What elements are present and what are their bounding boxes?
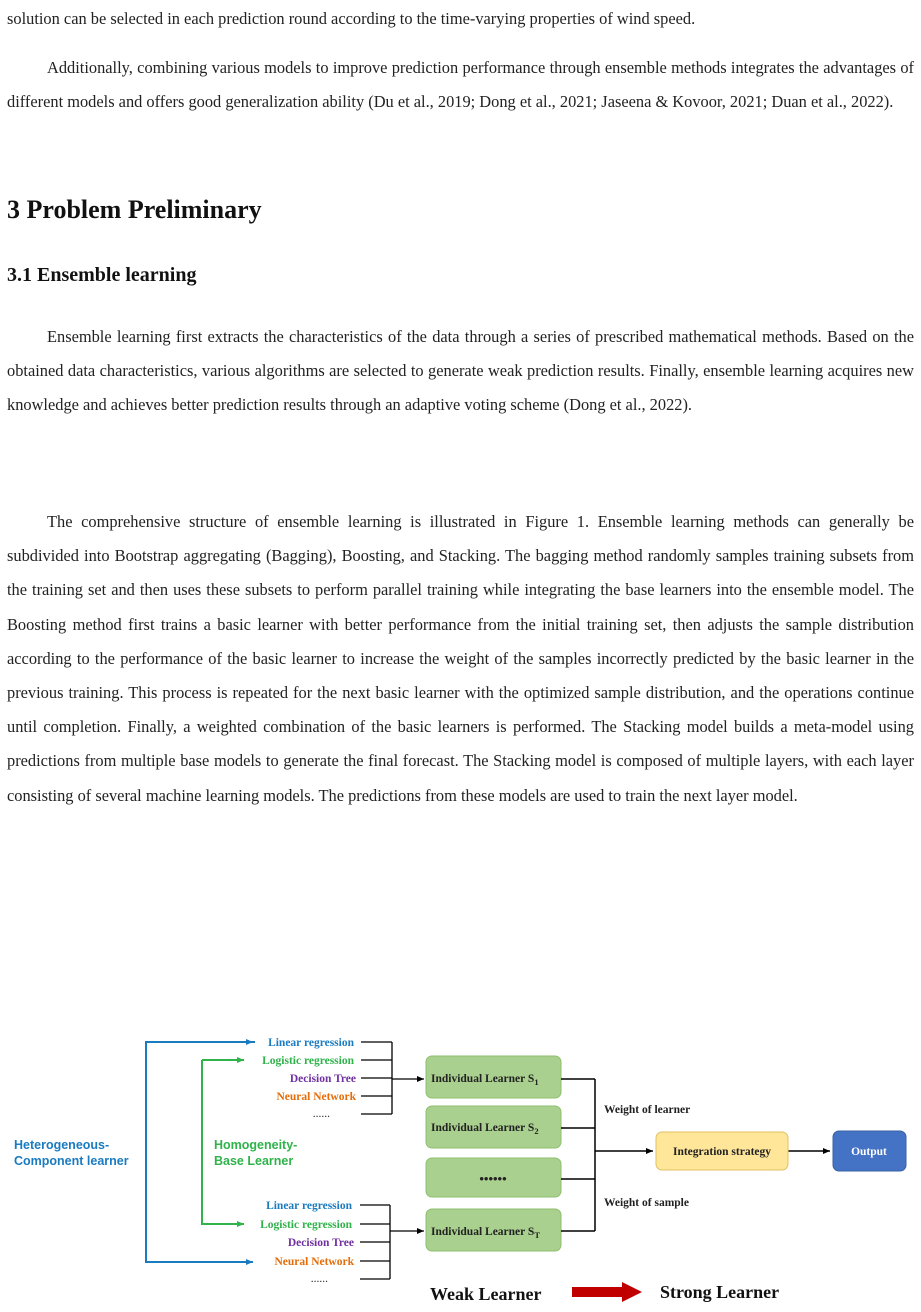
svg-text:Individual Learner ST bbox=[431, 1226, 540, 1240]
learner-dots-label: •••••• bbox=[479, 1171, 507, 1186]
bottom-model-linear-regression: Linear regression bbox=[266, 1200, 352, 1212]
heterogeneous-label-line1: Heterogeneous- bbox=[14, 1138, 110, 1152]
bottom-model-neural-network: Neural Network bbox=[274, 1256, 354, 1268]
individual-learner-1 bbox=[426, 1056, 561, 1098]
learner-2-subscript: 2 bbox=[534, 1126, 539, 1136]
section-heading: 3 Problem Preliminary bbox=[7, 195, 262, 224]
bottom-model-logistic-regression: Logistic regression bbox=[260, 1219, 352, 1231]
individual-learner-2 bbox=[426, 1106, 561, 1148]
integration-strategy-label: Integration strategy bbox=[672, 1146, 772, 1158]
paragraph-ensemble-methods: Additionally, combining various models to improve prediction performance through ensemble methods integrates the advantages of different models and offers good generalization ability (Du et al., 2019; Dong et al., 2021; Jaseena & Kovoor, 2021; Duan et al., 2022). bbox=[7, 58, 914, 112]
top-model-decision-tree: Decision Tree bbox=[289, 1073, 356, 1085]
bottom-model-ellipsis: ...... bbox=[310, 1273, 328, 1285]
learner-1-subscript: 1 bbox=[534, 1077, 539, 1087]
learner-1-label: Individual Learner S bbox=[431, 1073, 535, 1085]
learner-2-label: Individual Learner S bbox=[431, 1122, 535, 1134]
paragraph-intro-tail: solution can be selected in each prediction round according to the time-varying properties of wind speed. bbox=[7, 9, 696, 28]
learner-T-subscript: T bbox=[534, 1230, 540, 1240]
paragraph-ensemble-structure: The comprehensive structure of ensemble learning is illustrated in Figure 1. Ensemble learning methods can generally be subdivided into Bootstrap aggregating (Bagging), Boosting, and Stacking. The bagging method randomly samples training subsets from the training set and then uses these subsets to perform parallel training while integrating the base learners into the ensemble model. The Boosting method first trains a basic learner with better performance from the initial training set, then adjusts the sample distribution according to the performance of the basic learner to increase the weight of the samples incorrectly predicted by the basic learner in the previous training. This process is repeated for the next basic learner with the optimized sample distribution, and the operations continue until completion. Finally, a weighted combination of the basic learners is performed. The Stacking model builds a meta-model using predictions from multiple base models to generate the final forecast. The Stacking model is composed of multiple layers, with each layer consisting of several machine learning models. The predictions from these models are used to train the next layer model. bbox=[7, 512, 914, 805]
individual-learner-T bbox=[426, 1209, 561, 1251]
top-model-linear-regression: Linear regression bbox=[268, 1037, 354, 1049]
figure-ensemble-structure bbox=[0, 1022, 921, 1312]
output-box bbox=[833, 1131, 906, 1171]
weak-to-strong-arrow bbox=[572, 1282, 642, 1302]
svg-text:Individual Learner S1 bbox=[431, 1073, 539, 1087]
paragraph-ensemble-definition: Ensemble learning first extracts the characteristics of the data through a series of prescribed mathematical methods. Based on the obtained data characteristics, various algorithms are selected to generate weak prediction results. Finally, ensemble learning acquires new knowledge and achieves better prediction results through an adaptive voting scheme (Dong et al., 2022). bbox=[7, 327, 914, 415]
heterogeneous-label-line2: Component learner bbox=[14, 1154, 129, 1168]
weight-of-sample-label: Weight of sample bbox=[604, 1197, 689, 1209]
integration-strategy-box bbox=[656, 1132, 788, 1170]
weak-learner-label: Weak Learner bbox=[430, 1284, 542, 1304]
subsection-heading: 3.1 Ensemble learning bbox=[7, 264, 197, 286]
svg-text:Individual Learner S2 bbox=[431, 1122, 539, 1136]
top-model-neural-network: Neural Network bbox=[276, 1091, 356, 1103]
homogeneity-label-line2: Base Learner bbox=[214, 1154, 294, 1168]
output-label: Output bbox=[851, 1146, 887, 1158]
bottom-model-decision-tree: Decision Tree bbox=[287, 1237, 354, 1249]
homogeneity-label-line1: Homogeneity- bbox=[214, 1138, 298, 1152]
learner-T-label: Individual Learner S bbox=[431, 1226, 535, 1238]
individual-learner-ellipsis bbox=[426, 1158, 561, 1197]
top-model-logistic-regression: Logistic regression bbox=[262, 1055, 354, 1067]
top-model-connectors bbox=[361, 1042, 424, 1114]
weight-of-learner-label: Weight of learner bbox=[604, 1104, 691, 1116]
bottom-model-connectors bbox=[360, 1205, 424, 1279]
top-model-ellipsis: ...... bbox=[312, 1108, 330, 1120]
strong-learner-label: Strong Learner bbox=[660, 1282, 780, 1302]
heterogeneous-bracket bbox=[146, 1042, 255, 1262]
